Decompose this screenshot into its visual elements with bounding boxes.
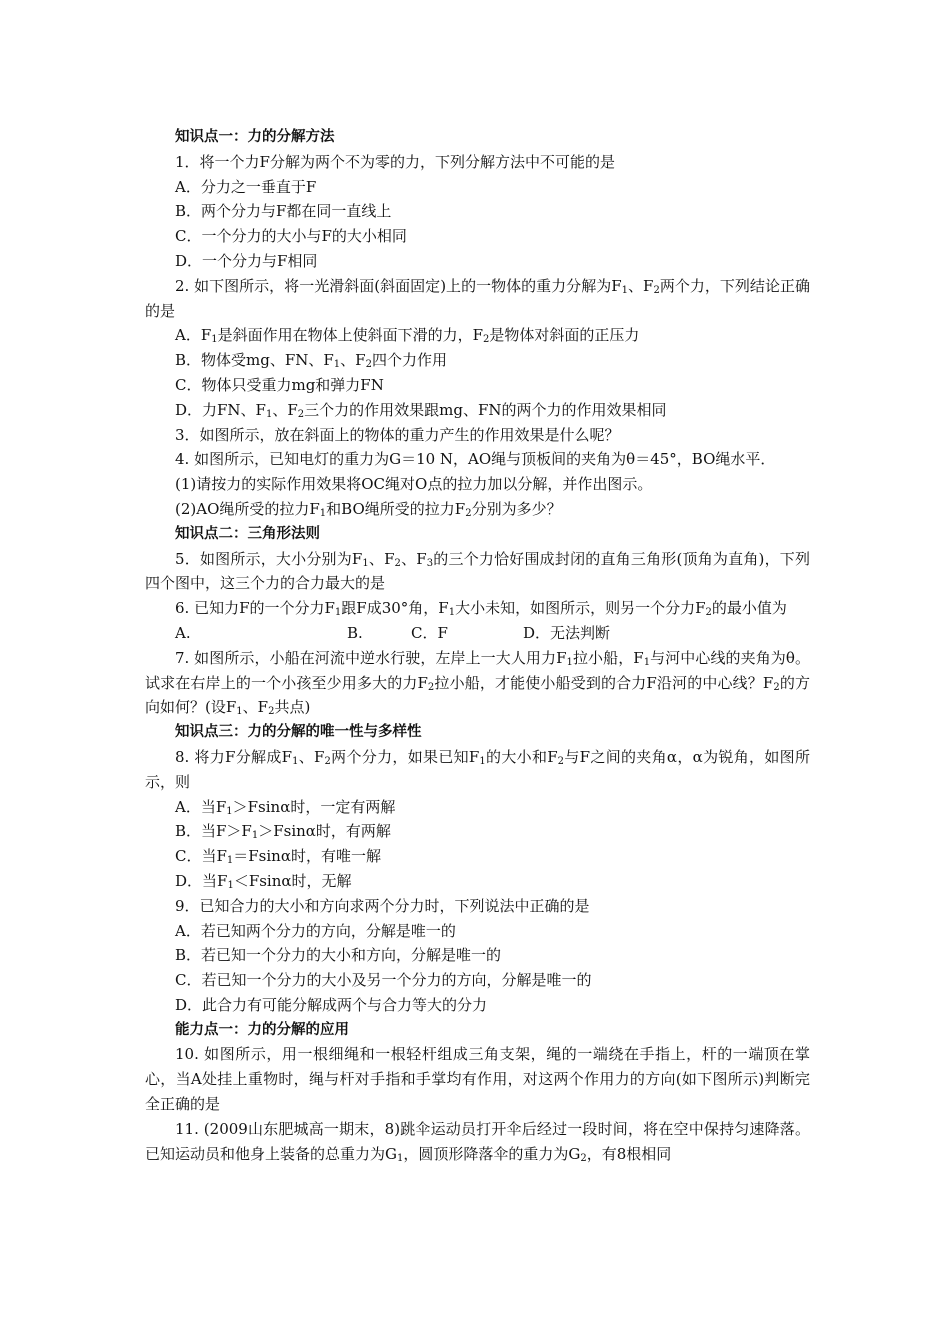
question-11-stem: 11. (2009山东肥城高一期末，8)跳伞运动员打开伞后经过一段时间，将在空中保持匀速降落。已知运动员和他身上装备的总重力为$G_1$，圆顶形降落伞的重力为$G_2$，有8根相同: [145, 1119, 810, 1164]
section-heading: 能力点一：力的分解的应用: [175, 1021, 349, 1038]
question-4-stem: 4. 如图所示，已知电灯的重力为G＝10 N，AO绳与顶板间的夹角为θ＝45°，BO绳水平．: [175, 450, 776, 469]
question-9-option-c: C．若已知一个分力的大小及另一个分力的方向，分解是唯一的: [175, 971, 592, 990]
question-9-option-d: D．此合力有可能分解成两个与合力等大的分力: [175, 995, 488, 1014]
question-6-option-d: D．无法判断: [523, 623, 611, 642]
question-3-stem: 3．如图所示，放在斜面上的物体的重力产生的作用效果是什么呢？: [175, 425, 620, 444]
question-2-stem: 2. 如下图所示，将一光滑斜面(斜面固定)上的一物体的重力分解为$F_1$、$F_2$两个力，下列结论正确的是: [145, 276, 810, 320]
question-7-stem: 7. 如图所示，小船在河流中逆水行驶，左岸上一大人用力$F_1$拉小船，$F_1$与河中心线的夹角为θ。试求在右岸上的一个小孩至少用多大的力$F_2$拉小船，才能使小船受到的合力F沿河的中心线？$F_2$的方向如何？(设$F_1$、$F_2$共点): [145, 648, 810, 718]
question-2-option-d: D．力FN、$F_1$、$F_2$三个力的作用效果跟mg、FN的两个力的作用效果相同: [175, 400, 667, 420]
question-1-option-a: A．分力之一垂直于F: [175, 177, 317, 196]
question-8-option-d: D．当$F_1<Fsin\alpha$时，无解: [175, 871, 352, 891]
question-5-stem: 5．如图所示，大小分别为$F_1$、$F_2$、$F_3$的三个力恰好围成封闭的直角三角形(顶角为直角)，下列四个图中，这三个力的合力最大的是: [145, 549, 810, 593]
question-1-option-b: B．两个分力与F都在同一直线上: [175, 202, 392, 221]
question-6-options: [145, 621, 810, 646]
question-1-stem: 1．将一个力F分解为两个不为零的力，下列分解方法中不可能的是: [175, 152, 615, 171]
section-heading: 知识点一：力的分解方法: [175, 129, 335, 145]
question-2-option-c: C．物体只受重力mg和弹力FN: [175, 375, 384, 394]
question-2-option-a: A．$F_1$是斜面作用在物体上使斜面下滑的力，$F_2$是物体对斜面的正压力: [175, 326, 640, 346]
question-8-stem: 8. 将力F分解成$F_1$、$F_2$两个分力，如果已知$F_1$的大小和$F_2$与F之间的夹角α，α为锐角，如图所示，则: [145, 747, 810, 791]
question-4-part-2: (2)AO绳所受的拉力$F_1$和BO绳所受的拉力$F_2$分别为多少？: [175, 499, 562, 519]
document-page: [145, 125, 810, 1166]
question-9-option-a: A．若已知两个分力的方向，分解是唯一的: [175, 921, 456, 940]
question-9-option-b: B．若已知一个分力的大小和方向，分解是唯一的: [175, 946, 502, 965]
question-9-stem: 9．已知合力的大小和方向求两个分力时，下列说法中正确的是: [175, 896, 590, 915]
section-heading: 知识点三：力的分解的唯一性与多样性: [175, 724, 422, 741]
question-4-part-1: (1)请按力的实际作用效果将OC绳对O点的拉力加以分解，并作出图示。: [175, 475, 653, 494]
question-6-option-b: B.: [347, 623, 363, 642]
question-6-option-c: C．F: [411, 623, 448, 642]
section-heading: 知识点二：三角形法则: [175, 525, 320, 542]
question-8-option-b: B．当$F>F_1>Fsin\alpha$时，有两解: [175, 822, 391, 842]
question-2-option-b: B．物体受mg、FN、$F_1$、$F_2$四个力作用: [175, 351, 447, 371]
question-6-stem: 6. 已知力F的一个分力$F_1$跟F成30°角，$F_1$大小未知，如图所示，则另一个分力$F_2$的最小值为: [175, 599, 787, 619]
question-6-option-a: A.: [175, 623, 191, 642]
question-10-stem: 10. 如图所示，用一根细绳和一根轻杆组成三角支架，绳的一端绕在手指上，杆的一端顶在掌心，当A处挂上重物时，绳与杆对手指和手掌均有作用，对这两个作用力的方向(如下图所示)判断完全正确的是: [145, 1045, 810, 1114]
question-1-option-d: D．一个分力与F相同: [175, 251, 318, 270]
question-1-option-c: C．一个分力的大小与F的大小相同: [175, 227, 407, 246]
question-8-option-c: C．当$F_1=Fsin\alpha$时，有唯一解: [175, 847, 381, 867]
question-8-option-a: A．当$F_1>Fsin\alpha$时，一定有两解: [175, 797, 396, 817]
